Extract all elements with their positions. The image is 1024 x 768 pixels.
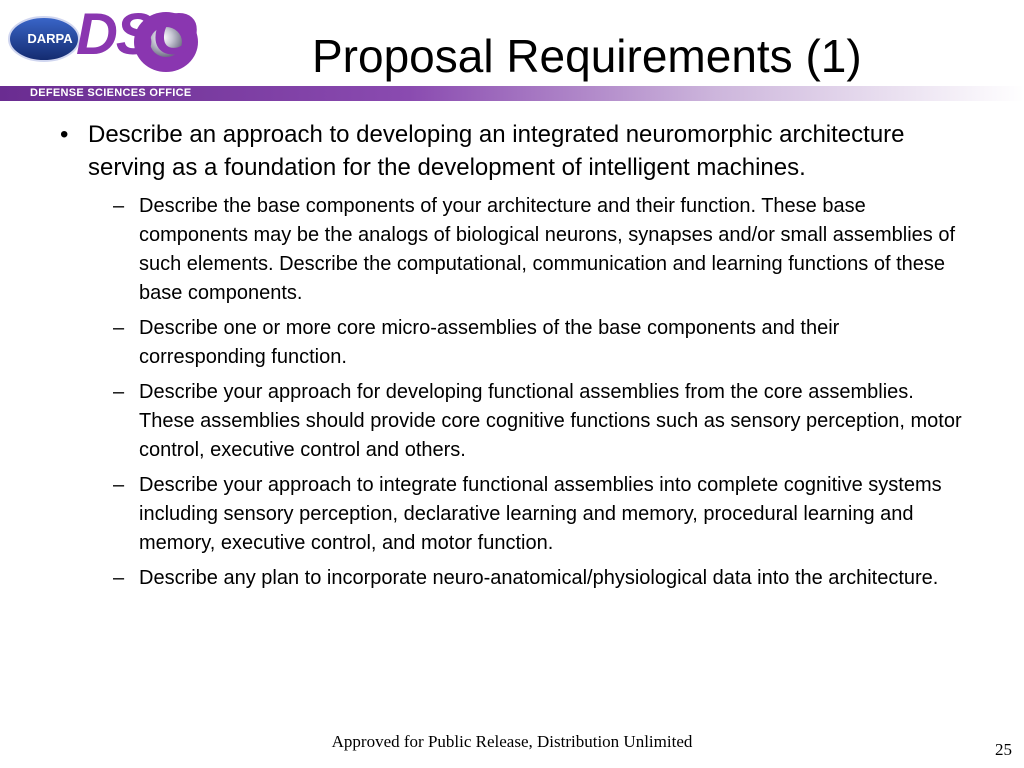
- sub-bullet-text: Describe one or more core micro-assemblies of the base components and their corresponding function.: [139, 317, 840, 368]
- darpa-badge-text: DARPA: [27, 31, 73, 46]
- header-band: [0, 86, 1024, 101]
- slide-body: [60, 118, 970, 599]
- main-bullet: [60, 118, 970, 184]
- sub-bullet: [60, 471, 970, 558]
- dso-logo: [6, 4, 216, 86]
- sub-bullet: [60, 314, 970, 372]
- dash-mark: –: [113, 474, 125, 496]
- sub-bullet-text: Describe any plan to incorporate neuro-anatomical/physiological data into the architecture.: [139, 567, 939, 589]
- sub-bullet-text: Describe your approach for developing functional assemblies from the core assemblies. These assemblies should provide core cognitive functions such as sensory perception, motor control, executive control and others.: [139, 381, 962, 461]
- sub-bullet: [60, 378, 970, 465]
- dash-mark: –: [113, 195, 125, 217]
- office-name: DEFENSE SCIENCES OFFICE: [30, 87, 192, 99]
- release-footer: Approved for Public Release, Distribution Unlimited: [331, 732, 693, 751]
- dash-mark: –: [113, 567, 125, 589]
- main-bullet-text: Describe an approach to developing an integrated neuromorphic architecture serving as a foundation for the development of intelligent machines.: [88, 121, 905, 181]
- dash-mark: –: [113, 381, 125, 403]
- dash-mark: –: [113, 317, 125, 339]
- sub-bullet: [60, 564, 970, 593]
- slide-title: Proposal Requirements (1): [312, 30, 862, 82]
- page-number: 25: [995, 740, 1012, 759]
- sub-bullet-text: Describe the base components of your architecture and their function. These base components may be the analogs of biological neurons, synapses and/or small assemblies of such elements. Describe the computational, communication and learning functions of these base components.: [139, 195, 956, 304]
- bullet-mark: •: [60, 121, 69, 148]
- dso-wordmark: DSO: [76, 2, 196, 67]
- sub-bullet-text: Describe your approach to integrate functional assemblies into complete cognitive systems including sensory perception, declarative learning and memory, procedural learning and memory, executive control, and motor function.: [139, 474, 942, 554]
- sub-bullet: [60, 192, 970, 308]
